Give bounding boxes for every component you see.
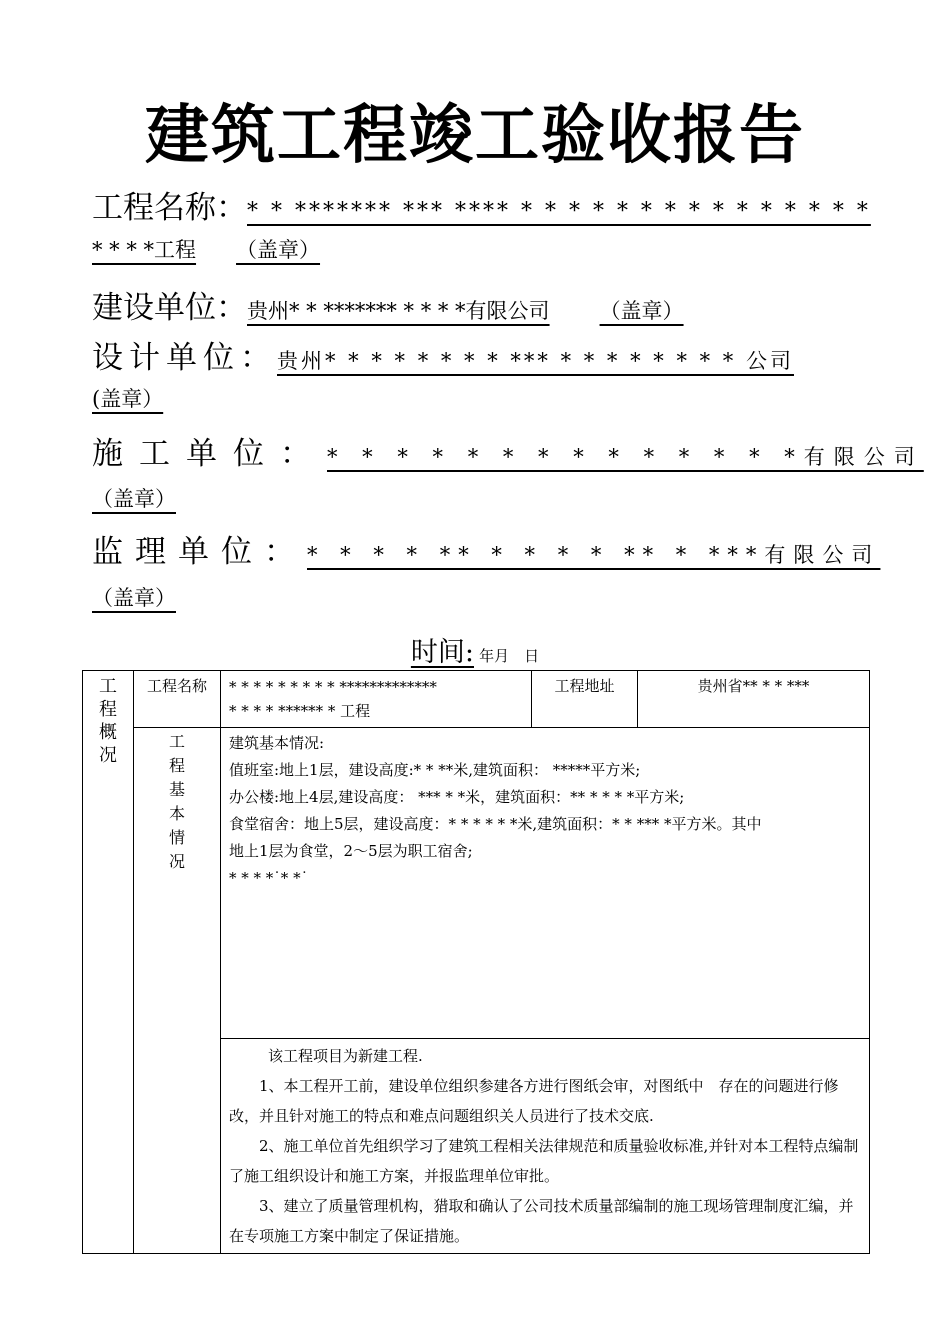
date-label: 时间: (410, 637, 474, 668)
project-name-row (92, 182, 871, 227)
constructor-seal: （盖章） (92, 487, 176, 511)
name-header: 工程名称 (134, 671, 221, 728)
project-name-label: 工程名称： (92, 190, 247, 226)
basic-line: 食堂宿舍：地上5层，建设高度：* * * * * *米,建筑面积：* * *** *平方米。其中 (229, 815, 762, 833)
document-title: 建筑工程竣工验收报告 (145, 99, 805, 173)
constructor-value: * * * * * * * * * * * * * *有限公司 (327, 445, 924, 469)
designer-value: 贵州* * * * * * * * *** * * * * * * * * 公司 (277, 349, 794, 373)
basic-line: * * * *˙* *˙ (229, 869, 309, 887)
basic-label-cell (134, 728, 221, 1254)
basic-line: 建筑基本情况: (229, 734, 325, 752)
basic-line: 值班室:地上1层，建设高度:* * **米,建筑面积： *****平方米; (229, 761, 641, 779)
builder-label: 建设单位： (92, 290, 247, 326)
constructor-row (92, 428, 924, 473)
name-value: * * * * * * * * * ************* * * * * ****** * 工程 (221, 671, 532, 728)
supervisor-row (92, 526, 881, 571)
builder-value: 贵州* * ******* * * * *有限公司 (247, 299, 550, 323)
process-description-cell (221, 1039, 870, 1254)
designer-row (92, 332, 858, 377)
project-name-value: * * ******* *** **** * * * * * * * * * * * * * * * (247, 199, 871, 224)
address-header: 工程地址 (532, 671, 638, 728)
project-name-value-2: * * * *工程 (92, 238, 197, 262)
builder-row (92, 282, 684, 327)
paragraph: 2、施工单位首先组织学习了建筑工程相关法律规范和质量验收标准,并针对本工程特点编制了施工组织设计和施工方案，并报监理单位审批。 (229, 1137, 859, 1185)
address-value: 贵州省** * * *** (638, 671, 870, 728)
constructor-label: 施工单位： (92, 436, 327, 472)
project-seal: （盖章） (236, 238, 321, 262)
date-row (0, 630, 950, 669)
supervisor-value: * * * * ** * * * * ** * ***有限公司 (307, 543, 881, 567)
date-value: 年月 日 (479, 647, 540, 665)
basic-line: 地上1层为食堂，2～5层为职工宿舍; (229, 842, 473, 860)
basic-info-cell (221, 728, 870, 1039)
section-label: 工程概况 (98, 676, 117, 766)
paragraph: 3、建立了质量管理机构，猎取和确认了公司技术质量部编制的施工现场管理制度汇编，并在专项施工方案中制定了保证措施。 (229, 1197, 854, 1245)
designer-label: 设计单位： (92, 340, 277, 376)
basic-line: 办公楼:地上4层,建设高度： *** * *米，建筑面积：** * * * *平方米; (229, 788, 685, 806)
project-overview-table (82, 670, 870, 1254)
paragraph: 1、本工程开工前，建设单位组织参建各方进行图纸会审，对图纸中 存在的问题进行修改，并且针对施工的特点和难点问题组织关人员进行了技术交底. (229, 1077, 839, 1125)
paragraph: 该工程项目为新建工程. (268, 1047, 423, 1065)
project-name-row-2 (92, 234, 320, 264)
supervisor-label: 监理单位： (92, 534, 307, 570)
designer-seal: (盖章） (92, 387, 164, 411)
section-label-cell (83, 671, 134, 1254)
supervisor-seal: （盖章） (92, 586, 176, 610)
basic-label: 工程基本情况 (168, 732, 185, 871)
builder-seal: （盖章） (599, 299, 684, 323)
